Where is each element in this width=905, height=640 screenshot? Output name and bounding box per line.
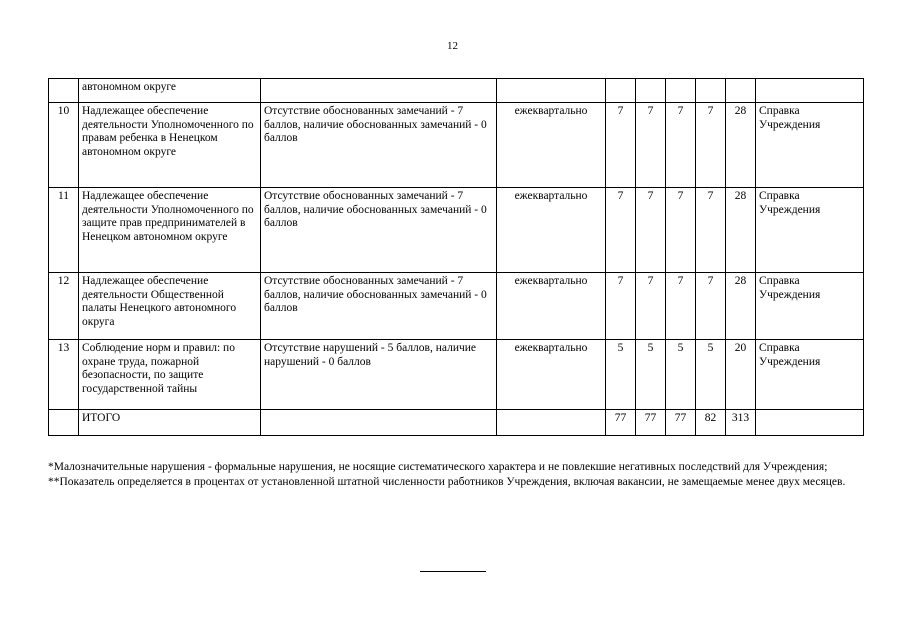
q3-cell: 7 — [666, 273, 696, 340]
frequency-cell: ежеквартально — [497, 340, 606, 410]
indicators-table — [48, 78, 864, 436]
criteria-cell: Отсутствие обоснованных замечаний - 7 баллов, наличие обоснованных замечаний - 0 баллов — [261, 103, 497, 188]
q2-cell: 7 — [636, 103, 666, 188]
source-cell: Справка Учреждения — [756, 103, 864, 188]
indicator-cell: автономном округе — [79, 79, 261, 103]
q2-cell: 7 — [636, 188, 666, 273]
q1-total: 77 — [606, 410, 636, 436]
q4-cell: 7 — [696, 103, 726, 188]
q2-cell: 7 — [636, 273, 666, 340]
page-number: 12 — [447, 40, 458, 52]
table-row-total — [49, 410, 864, 436]
criteria-cell: Отсутствие обоснованных замечаний - 7 баллов, наличие обоснованных замечаний - 0 баллов — [261, 188, 497, 273]
footnote-staffing-indicator: **Показатель определяется в процентах от установленной штатной численности работников Учреждения, включая вакансии, не замещаемые менее двух месяцев. — [48, 476, 846, 488]
q4-cell: 7 — [696, 188, 726, 273]
q3-cell: 5 — [666, 340, 696, 410]
table-row — [49, 273, 864, 340]
q4-total: 82 — [696, 410, 726, 436]
q4-cell: 5 — [696, 340, 726, 410]
criteria-cell: Отсутствие обоснованных замечаний - 7 баллов, наличие обоснованных замечаний - 0 баллов — [261, 273, 497, 340]
q3-cell: 7 — [666, 188, 696, 273]
q2-cell: 5 — [636, 340, 666, 410]
frequency-cell: ежеквартально — [497, 273, 606, 340]
table-row — [49, 340, 864, 410]
q2-total: 77 — [636, 410, 666, 436]
total-cell: 20 — [726, 340, 756, 410]
q4-cell: 7 — [696, 273, 726, 340]
frequency-cell: ежеквартально — [497, 188, 606, 273]
total-label: ИТОГО — [79, 410, 261, 436]
row-number: 11 — [49, 188, 79, 273]
indicator-cell: Соблюдение норм и правил: по охране труда, пожарной безопасности, по защите государственной тайны — [79, 340, 261, 410]
criteria-cell: Отсутствие нарушений - 5 баллов, наличие нарушений - 0 баллов — [261, 340, 497, 410]
bottom-divider — [420, 571, 486, 572]
total-cell: 28 — [726, 103, 756, 188]
total-cell: 28 — [726, 188, 756, 273]
table-row-continuation — [49, 79, 864, 103]
source-cell: Справка Учреждения — [756, 273, 864, 340]
q1-cell: 7 — [606, 103, 636, 188]
source-cell: Справка Учреждения — [756, 188, 864, 273]
table-row — [49, 103, 864, 188]
row-number: 13 — [49, 340, 79, 410]
total-cell: 28 — [726, 273, 756, 340]
frequency-cell: ежеквартально — [497, 103, 606, 188]
q1-cell: 7 — [606, 273, 636, 340]
row-number: 10 — [49, 103, 79, 188]
row-number: 12 — [49, 273, 79, 340]
indicator-cell: Надлежащее обеспечение деятельности Общественной палаты Ненецкого автономного округа — [79, 273, 261, 340]
q3-total: 77 — [666, 410, 696, 436]
footnotes — [48, 460, 863, 489]
grand-total: 313 — [726, 410, 756, 436]
q1-cell: 7 — [606, 188, 636, 273]
indicator-cell: Надлежащее обеспечение деятельности Уполномоченного по правам ребенка в Ненецком автономном округе — [79, 103, 261, 188]
table-row — [49, 188, 864, 273]
footnote-minor-violations: *Малозначительные нарушения - формальные нарушения, не носящие систематического характера и не повлекшие негативных последствий для Учреждения; — [48, 461, 828, 473]
source-cell: Справка Учреждения — [756, 340, 864, 410]
q1-cell: 5 — [606, 340, 636, 410]
q3-cell: 7 — [666, 103, 696, 188]
indicator-cell: Надлежащее обеспечение деятельности Уполномоченного по защите прав предпринимателей в Ненецком автономном округе — [79, 188, 261, 273]
